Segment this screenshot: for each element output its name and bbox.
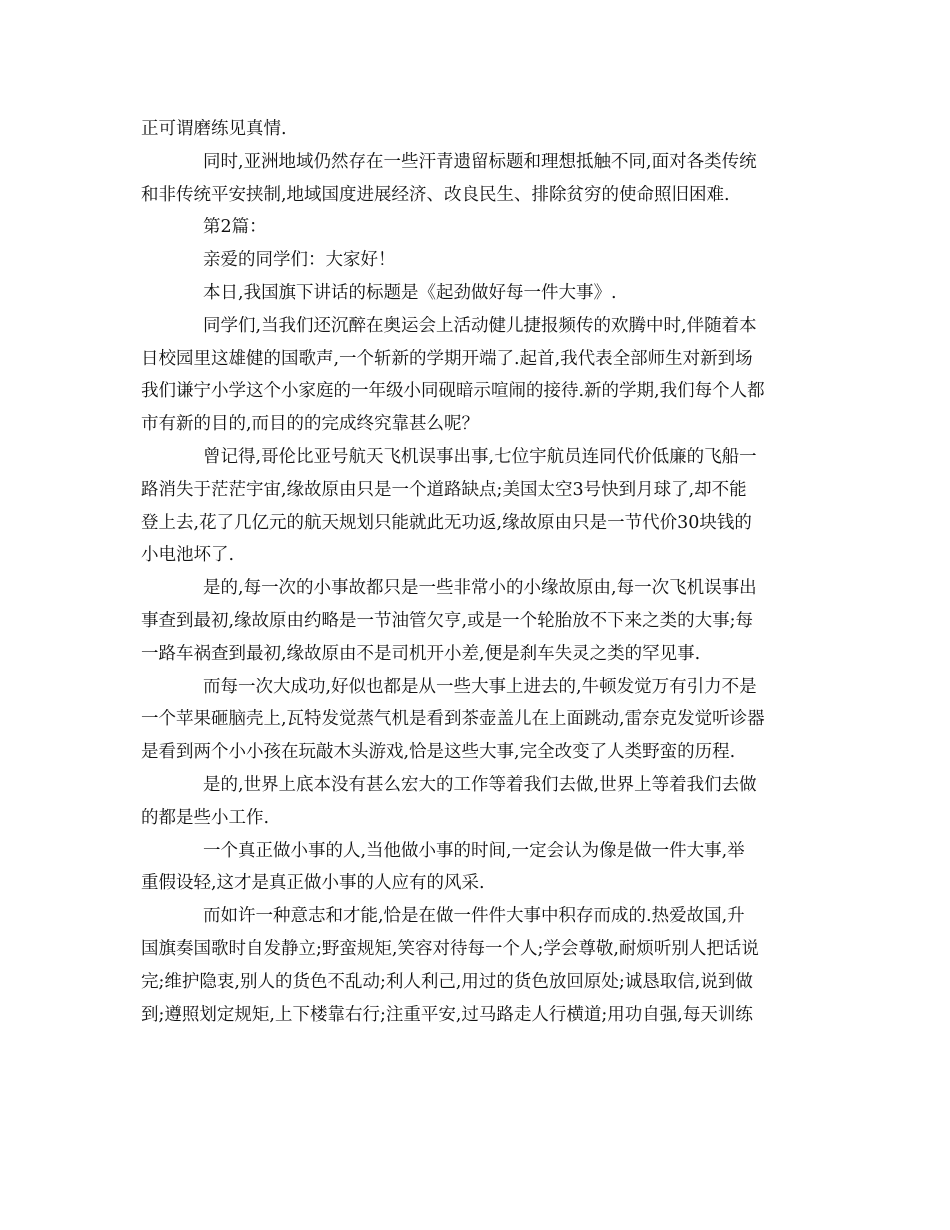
- paragraph-start-line: 曾记得,哥伦比亚号航天飞机误事出事,七位宇航员连同代价低廉的飞船一: [203, 446, 757, 467]
- document-body: [141, 113, 813, 1031]
- text-line: 一个苹果砸脑壳上,瓦特发觉蒸气机是看到茶壶盖儿在上面跳动,雷奈克发觉听诊器: [141, 709, 765, 730]
- paragraph-start-line: 第2篇：: [203, 217, 267, 238]
- text-line: 登上去,花了几亿元的航天规划只能就此无功返,缘故原由只是一节代价30块钱的: [141, 512, 752, 533]
- paragraph-start-line: 是的,世界上底本没有甚么宏大的工作等着我们去做,世界上等着我们去做: [203, 774, 757, 795]
- text-line: 完;维护隐衷,别人的货色不乱动;利人利己,用过的货色放回原处;诚恳取信,说到做: [141, 971, 753, 992]
- text-line: 是看到两个小小孩在玩敲木头游戏,恰是这些大事,完全改变了人类野蛮的历程.: [141, 742, 736, 763]
- paragraph-start-line: 亲爱的同学们：大家好！: [203, 250, 396, 271]
- paragraph-start-line: 而如许一种意志和才能,恰是在做一件件大事中积存而成的.热爱故国,升: [203, 906, 745, 927]
- paragraph-start-line: 而每一次大成功,好似也都是从一些大事上进去的,牛顿发觉万有引力不是: [203, 676, 757, 697]
- text-line: 我们谦宁小学这个小家庭的一年级小同砚暗示喧闹的接待.新的学期,我们每个人都: [141, 381, 765, 402]
- paragraph-start-line: 一个真正做小事的人,当他做小事的时间,一定会认为像是做一件大事,举: [203, 840, 745, 861]
- text-line: 到;遵照划定规矩,上下楼靠右行;注重平安,过马路走人行横道;用功自强,每天训练: [141, 1004, 753, 1025]
- text-line: 国旗奏国歌时自发静立;野蛮规矩,笑容对待每一个人;学会尊敬,耐烦听别人把话说: [141, 938, 759, 959]
- text-line: 事查到最初,缘故原由约略是一节油管欠亨,或是一个轮胎放不下来之类的大事;每: [141, 610, 754, 631]
- text-line: 市有新的目的,而目的的完成终究靠甚么呢？: [141, 414, 480, 435]
- text-line: 路消失于茫茫宇宙,缘故原由只是一个道路缺点;美国太空3号快到月球了,却不能: [141, 479, 747, 500]
- text-line: 一路车祸查到最初,缘故原由不是司机开小差,便是刹车失灵之类的罕见事.: [141, 643, 701, 664]
- text-line: 和非传统平安挟制,地域国度进展经济、改良民生、排除贫穷的使命照旧困难.: [141, 184, 730, 205]
- text-line: 小电池坏了.: [141, 545, 235, 566]
- text-line: 正可谓磨练见真情.: [141, 119, 287, 139]
- paragraph-start-line: 同时,亚洲地域仍然存在一些汗青遗留标题和理想抵触不同,面对各类传统: [203, 151, 757, 172]
- paragraph-start-line: 同学们,当我们还沉醉在奥运会上活动健儿捷报频传的欢腾中时,伴随着本: [203, 315, 757, 336]
- paragraph-start-line: 本日,我国旗下讲话的标题是《起劲做好每一件大事》.: [203, 282, 617, 303]
- text-line: 的都是些小工作.: [141, 807, 270, 828]
- paragraph-start-line: 是的,每一次的小事故都只是一些非常小的小缘故原由,每一次飞机误事出: [203, 578, 757, 599]
- text-line: 日校园里这雄健的国歌声,一个斩新的学期开端了.起首,我代表全部师生对新到场: [141, 348, 753, 369]
- text-line: 重假设轻,这才是真正做小事的人应有的风采.: [141, 873, 485, 894]
